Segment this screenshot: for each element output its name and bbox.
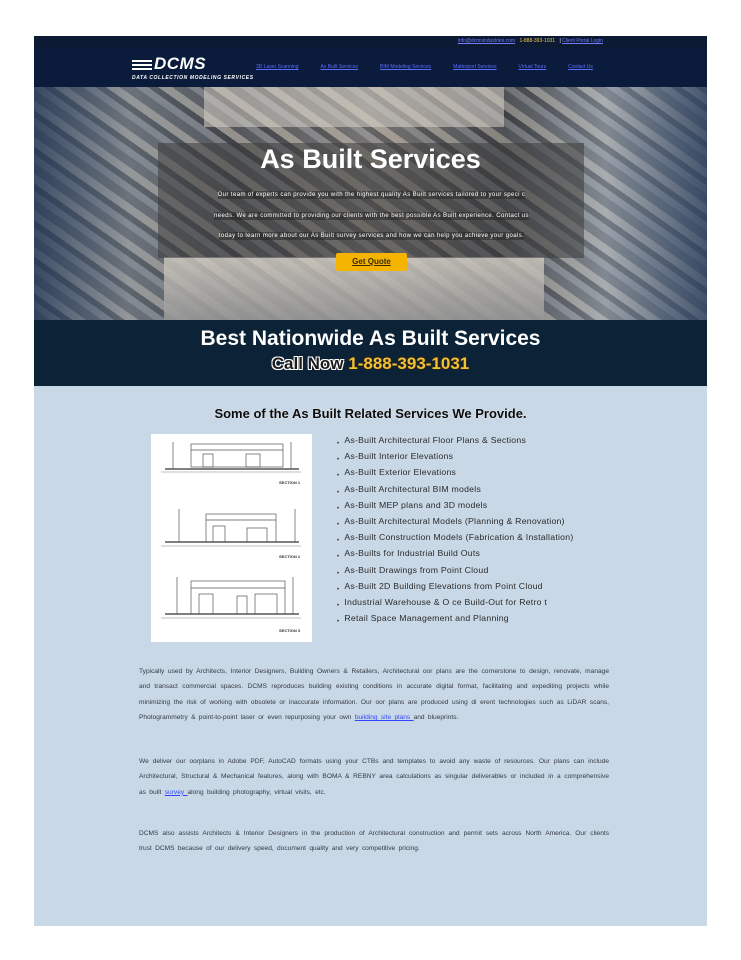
service-item: • As-Built Architectural Models (Planning & Renovation) — [337, 515, 573, 531]
banner-phone[interactable]: 1-888-393-1031 — [348, 354, 470, 373]
service-item: • As-Built Construction Models (Fabrication & Installation) — [337, 531, 573, 547]
call-now-label: Call Now — [271, 354, 349, 373]
nav-item-matterport[interactable]: Matterport Services — [453, 64, 497, 70]
service-item: • Industrial Warehouse & O ce Build-Out for Retro t — [337, 596, 573, 612]
hero-title: As Built Services — [260, 144, 481, 174]
service-item: • As-Built Architectural Floor Plans & Sections — [337, 434, 573, 450]
nav-item-as-built[interactable]: As Built Services — [320, 64, 359, 70]
page-container — [34, 36, 707, 926]
get-quote-button[interactable]: Get Quote — [336, 253, 407, 271]
hero-section — [34, 87, 707, 320]
paragraph-1-end: and blueprints. — [413, 714, 459, 722]
logo-lines-icon — [132, 58, 152, 72]
nav-item-bim-modeling[interactable]: BIM Modeling Services — [380, 64, 432, 70]
main-navigation — [34, 48, 707, 87]
topbar-separator: | — [559, 38, 561, 44]
client-login-link[interactable]: Client Portal Login — [562, 38, 603, 44]
drawing-label-section-1: SECTION 1 — [279, 480, 301, 485]
service-item: • As-Built Exterior Elevations — [337, 466, 573, 482]
logo-tagline: DATA COLLECTION MODELING SERVICES — [132, 75, 254, 81]
paragraph-2-text: We deliver our oorplans in Adobe PDF, AutoCAD formats using your CTBs and templates to avoid any waste of resources. Our plans can include Architectural, Structural & Mechanical features, along with BOMA & REBNY area calculations as singular deliverables or included in a comprehensive as built — [139, 758, 609, 796]
logo-text: DCMS — [154, 54, 207, 73]
drawing-label-section-3: SECTION 3 — [279, 628, 301, 633]
drawing-label-section-2: SECTION 2 — [279, 554, 301, 559]
hero-intro — [214, 183, 529, 245]
email-link[interactable]: info@dcmsindustries.com — [457, 38, 516, 44]
service-item: • Retail Space Management and Planning — [337, 612, 573, 628]
building-site-plans-link[interactable]: building site plans — [354, 714, 414, 722]
nav-item-contact[interactable]: Contact Us — [568, 64, 593, 70]
service-item: • As-Built MEP plans and 3D models — [337, 499, 573, 515]
survey-link[interactable]: survey — [164, 788, 188, 796]
paragraph-assist: DCMS also assists Architects & Interior Designers in the production of Architectural construction and permit sets across North America. Our clients trust DCMS because of our delivery speed, document quality and very competitive pricing. — [139, 830, 609, 853]
paragraph-1-text: Typically used by Architects, Interior Designers, Building Owners & Retailers, Architectural oor plans are the cornerstone to design, renovate, manage and transact commercial spaces. DCMS reproduces building existing conditions in accurate digital format, facilitating and expediting projects while minimizing the risk of working with obsolete or inaccurate information. Our oor plans are produced using di erent technologies such as LiDAR scans, Photogrammetry & point-to-point laser or even repurposing your own — [139, 668, 609, 722]
service-item: • As-Built Drawings from Point Cloud — [337, 564, 573, 580]
nav-item-virtual-tours[interactable]: Virtual Tours — [518, 64, 547, 70]
service-item: • As-Built Interior Elevations — [337, 450, 573, 466]
topbar-phone[interactable]: 1-888-393-1031 — [519, 38, 556, 44]
nav-menu — [256, 64, 593, 70]
paragraph-floor-plans — [139, 664, 609, 726]
topbar-links — [458, 38, 603, 44]
service-item: • As-Built Architectural BIM models — [337, 483, 573, 499]
top-utility-bar — [34, 36, 707, 48]
services-heading: Some of the As Built Related Services We Provide. — [214, 406, 527, 421]
logo-mark — [132, 54, 254, 74]
hero-background-ceiling — [204, 87, 504, 127]
service-item: • As-Builts for Industrial Build Outs — [337, 547, 573, 563]
dcms-logo[interactable] — [132, 54, 254, 81]
banner-title: Best Nationwide As Built Services — [200, 327, 541, 350]
nav-item-laser-scanning[interactable]: 3D Laser Scanning — [256, 64, 299, 70]
paragraph-deliverables — [139, 754, 609, 800]
call-now-line — [34, 354, 707, 374]
hero-intro-text: Our team of experts can provide you with the highest quality As Built services tailored to your speci c needs. We are committed to providing our clients with the best possible As Built experience. Contact us today to learn more about our As Built survey services and how we can help you achieve your goals. — [214, 192, 529, 239]
nationwide-banner — [34, 320, 707, 386]
paragraph-2-end: along building photography, virtual visits, etc. — [187, 788, 326, 796]
section-drawing-image — [151, 434, 312, 642]
services-list — [337, 434, 573, 628]
section-drawing-svg — [151, 434, 312, 642]
service-item: • As-Built 2D Building Elevations from Point Cloud — [337, 580, 573, 596]
